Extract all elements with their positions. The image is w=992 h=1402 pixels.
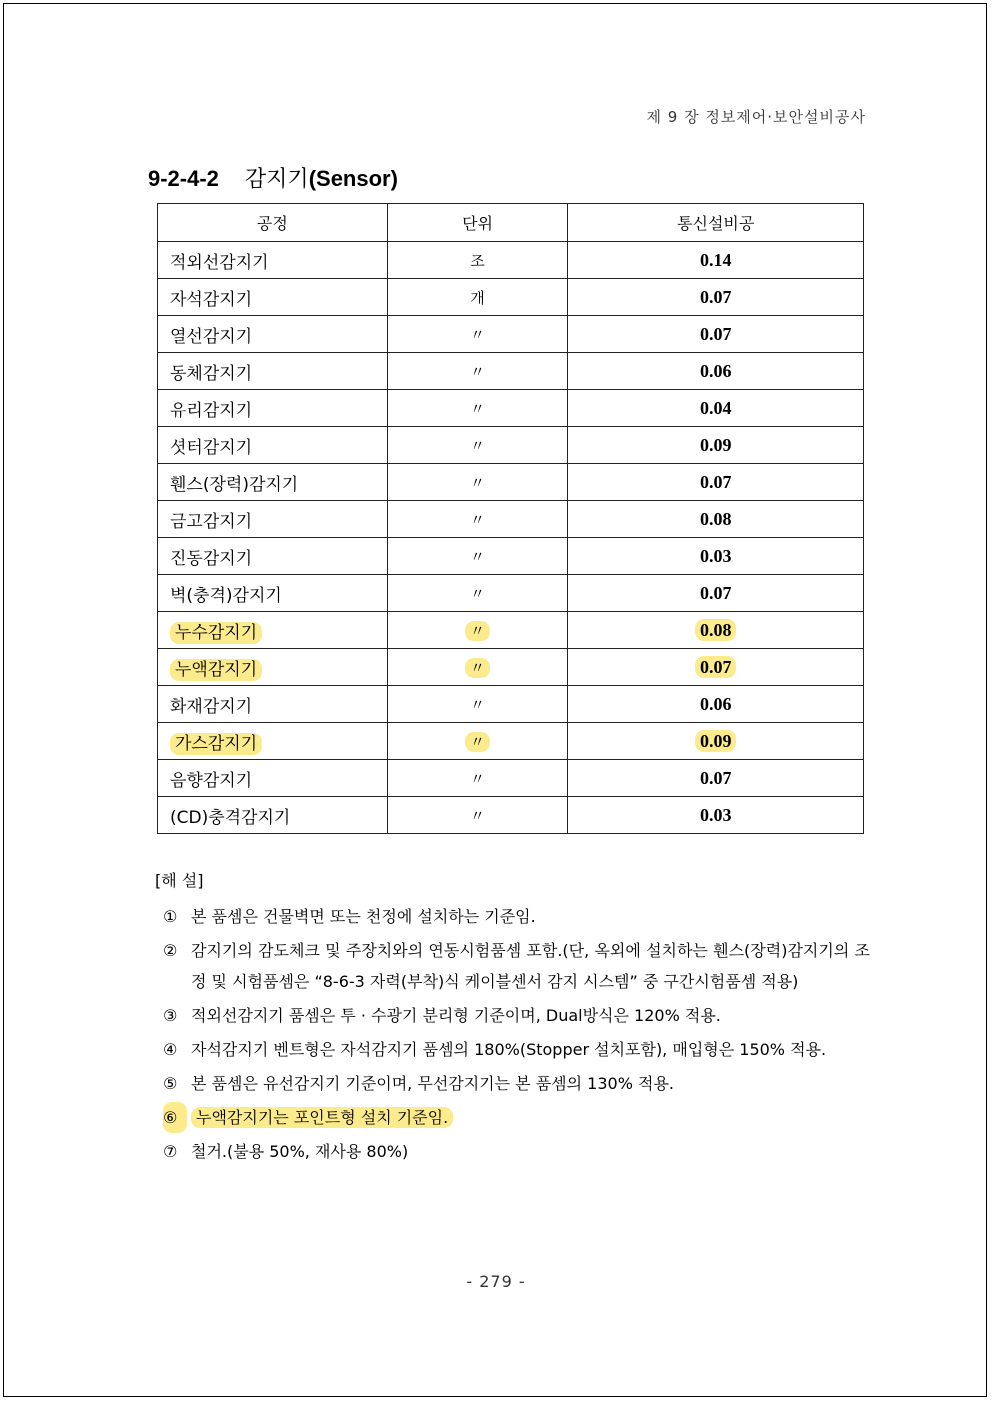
item-text: 본 품셈은 유선감지기 기준이며, 무선감지기는 본 품셈의 130% 적용. bbox=[191, 1074, 675, 1093]
process-name-cell bbox=[158, 427, 388, 464]
table-row bbox=[158, 279, 864, 316]
table-row bbox=[158, 427, 864, 464]
item-number: ① bbox=[163, 907, 178, 926]
unit: 〃 bbox=[470, 362, 486, 381]
unit-cell bbox=[387, 797, 568, 834]
item-number: ⑦ bbox=[163, 1142, 178, 1161]
item-text: 적외선감지기 품셈은 투 · 수광기 분리형 기준이며, Dual방식은 120% 적용. bbox=[191, 1006, 721, 1025]
process-name: 자석감지기 bbox=[170, 289, 253, 310]
labor-value-cell bbox=[568, 464, 864, 501]
table-row bbox=[158, 686, 864, 723]
unit: 〃 bbox=[470, 806, 486, 825]
unit-cell bbox=[387, 427, 568, 464]
table-row bbox=[158, 797, 864, 834]
unit: 〃 bbox=[470, 473, 486, 492]
process-name-cell bbox=[158, 612, 388, 649]
unit-cell bbox=[387, 575, 568, 612]
labor-value-cell bbox=[568, 686, 864, 723]
table-row bbox=[158, 316, 864, 353]
unit-cell bbox=[387, 760, 568, 797]
table-row bbox=[158, 575, 864, 612]
page-number: - 279 - bbox=[466, 1272, 526, 1291]
unit-cell bbox=[387, 538, 568, 575]
unit-cell bbox=[387, 316, 568, 353]
labor-value: 0.04 bbox=[699, 397, 732, 418]
unit-cell bbox=[387, 353, 568, 390]
item-text: 감지기의 감도체크 및 주장치와의 연동시험품셈 포함.(단, 옥외에 설치하는 휀스(장력)감지기의 조정 및 시험품셈은 “8-6-3 자력(부착)식 케이블센서 감지 시스템” 중 구간시험품셈 적용) bbox=[191, 941, 870, 991]
table-row bbox=[158, 390, 864, 427]
labor-value: 0.03 bbox=[699, 545, 732, 566]
process-name-cell bbox=[158, 575, 388, 612]
process-name: 가스감지기 bbox=[170, 733, 262, 755]
unit: 〃 bbox=[470, 769, 486, 788]
labor-value: 0.07 bbox=[699, 323, 732, 344]
labor-value: 0.03 bbox=[699, 804, 732, 825]
labor-value: 0.07 bbox=[699, 767, 732, 788]
section-title bbox=[148, 162, 398, 193]
labor-value: 0.06 bbox=[699, 360, 732, 381]
labor-value-cell bbox=[568, 427, 864, 464]
unit: 〃 bbox=[470, 510, 486, 529]
unit-cell bbox=[387, 649, 568, 686]
item-number: ③ bbox=[163, 1006, 178, 1025]
process-name-cell bbox=[158, 279, 388, 316]
process-name-cell bbox=[158, 501, 388, 538]
unit: 개 bbox=[470, 288, 485, 307]
process-name-cell bbox=[158, 464, 388, 501]
header-worker: 통신설비공 bbox=[568, 204, 864, 242]
commentary-item bbox=[155, 1136, 870, 1167]
table-row bbox=[158, 464, 864, 501]
unit-cell bbox=[387, 612, 568, 649]
labor-value: 0.07 bbox=[699, 582, 732, 603]
commentary-item bbox=[155, 1102, 870, 1133]
process-name: 진동감지기 bbox=[170, 548, 253, 569]
process-name-cell bbox=[158, 797, 388, 834]
item-text: 본 품셈은 건물벽면 또는 천정에 설치하는 기준임. bbox=[191, 907, 536, 926]
unit: 〃 bbox=[470, 325, 486, 344]
unit: 〃 bbox=[470, 399, 486, 418]
process-name: 음향감지기 bbox=[170, 770, 253, 791]
unit: 〃 bbox=[470, 436, 486, 455]
table-header-row bbox=[158, 204, 864, 242]
commentary-item bbox=[155, 1068, 870, 1099]
unit: 〃 bbox=[465, 621, 490, 641]
commentary-list bbox=[155, 901, 870, 1167]
process-name: 금고감지기 bbox=[170, 511, 253, 532]
labor-value: 0.07 bbox=[695, 656, 737, 678]
unit-cell bbox=[387, 279, 568, 316]
table-row bbox=[158, 501, 864, 538]
process-name-cell bbox=[158, 723, 388, 760]
labor-value-cell bbox=[568, 612, 864, 649]
labor-value: 0.07 bbox=[699, 286, 732, 307]
labor-value: 0.07 bbox=[699, 471, 732, 492]
table-row bbox=[158, 612, 864, 649]
unit: 〃 bbox=[465, 658, 490, 678]
labor-value-cell bbox=[568, 279, 864, 316]
labor-value-cell bbox=[568, 316, 864, 353]
labor-value-cell bbox=[568, 538, 864, 575]
process-name: 유리감지기 bbox=[170, 400, 253, 421]
process-name-cell bbox=[158, 390, 388, 427]
labor-value-cell bbox=[568, 649, 864, 686]
sensor-table bbox=[157, 203, 864, 834]
item-text: 철거.(불용 50%, 재사용 80%) bbox=[191, 1142, 409, 1161]
labor-value: 0.08 bbox=[695, 619, 737, 641]
commentary-label: [해 설] bbox=[155, 871, 204, 890]
table-row bbox=[158, 353, 864, 390]
table-row bbox=[158, 538, 864, 575]
header-process: 공정 bbox=[158, 204, 388, 242]
labor-value-cell bbox=[568, 797, 864, 834]
process-name: 누액감지기 bbox=[170, 659, 262, 681]
process-name: (CD)충격감지기 bbox=[170, 807, 291, 828]
labor-value-cell bbox=[568, 723, 864, 760]
item-text: 자석감지기 벤트형은 자석감지기 품셈의 180%(Stopper 설치포함), 매입형은 150% 적용. bbox=[191, 1040, 827, 1059]
process-name: 셧터감지기 bbox=[170, 437, 253, 458]
process-name: 열선감지기 bbox=[170, 326, 253, 347]
table-row bbox=[158, 242, 864, 279]
process-name: 적외선감지기 bbox=[170, 252, 269, 273]
unit-cell bbox=[387, 464, 568, 501]
labor-value-cell bbox=[568, 575, 864, 612]
commentary-item bbox=[155, 901, 870, 932]
section-title-en: (Sensor) bbox=[308, 166, 398, 191]
labor-value: 0.09 bbox=[699, 434, 732, 455]
commentary-item bbox=[155, 1000, 870, 1031]
unit-cell bbox=[387, 501, 568, 538]
labor-value: 0.06 bbox=[699, 693, 732, 714]
process-name-cell bbox=[158, 316, 388, 353]
labor-value-cell bbox=[568, 760, 864, 797]
process-name-cell bbox=[158, 649, 388, 686]
labor-value: 0.14 bbox=[699, 249, 732, 270]
process-name-cell bbox=[158, 760, 388, 797]
commentary-item bbox=[155, 935, 870, 997]
labor-value-cell bbox=[568, 353, 864, 390]
unit-cell bbox=[387, 242, 568, 279]
chapter-header: 제 9 장 정보제어·보안설비공사 bbox=[646, 108, 866, 126]
process-name-cell bbox=[158, 686, 388, 723]
process-name: 화재감지기 bbox=[170, 696, 253, 717]
unit: 〃 bbox=[470, 547, 486, 566]
labor-value: 0.08 bbox=[699, 508, 732, 529]
item-number: ⑤ bbox=[163, 1074, 178, 1093]
commentary bbox=[155, 868, 870, 1170]
unit-cell bbox=[387, 723, 568, 760]
table-row bbox=[158, 723, 864, 760]
unit: 조 bbox=[470, 251, 485, 270]
header-unit: 단위 bbox=[387, 204, 568, 242]
item-number: ⑥ bbox=[163, 1102, 187, 1133]
table-row bbox=[158, 760, 864, 797]
unit: 〃 bbox=[465, 732, 490, 752]
process-name: 동체감지기 bbox=[170, 363, 253, 384]
item-text: 누액감지기는 포인트형 설치 기준임. bbox=[191, 1107, 453, 1128]
unit-cell bbox=[387, 686, 568, 723]
section-code: 9-2-4-2 bbox=[148, 166, 219, 191]
commentary-item bbox=[155, 1034, 870, 1065]
process-name: 누수감지기 bbox=[170, 622, 262, 644]
process-name-cell bbox=[158, 353, 388, 390]
section-title-ko: 감지기 bbox=[244, 167, 309, 192]
labor-value-cell bbox=[568, 390, 864, 427]
labor-value-cell bbox=[568, 501, 864, 538]
process-name-cell bbox=[158, 538, 388, 575]
unit: 〃 bbox=[470, 584, 486, 603]
unit-cell bbox=[387, 390, 568, 427]
process-name: 휀스(장력)감지기 bbox=[170, 474, 299, 495]
process-name-cell bbox=[158, 242, 388, 279]
unit: 〃 bbox=[470, 695, 486, 714]
table-row bbox=[158, 649, 864, 686]
item-number: ④ bbox=[163, 1040, 178, 1059]
item-number: ② bbox=[163, 941, 178, 960]
labor-value: 0.09 bbox=[695, 730, 737, 752]
labor-value-cell bbox=[568, 242, 864, 279]
process-name: 벽(충격)감지기 bbox=[170, 585, 282, 606]
